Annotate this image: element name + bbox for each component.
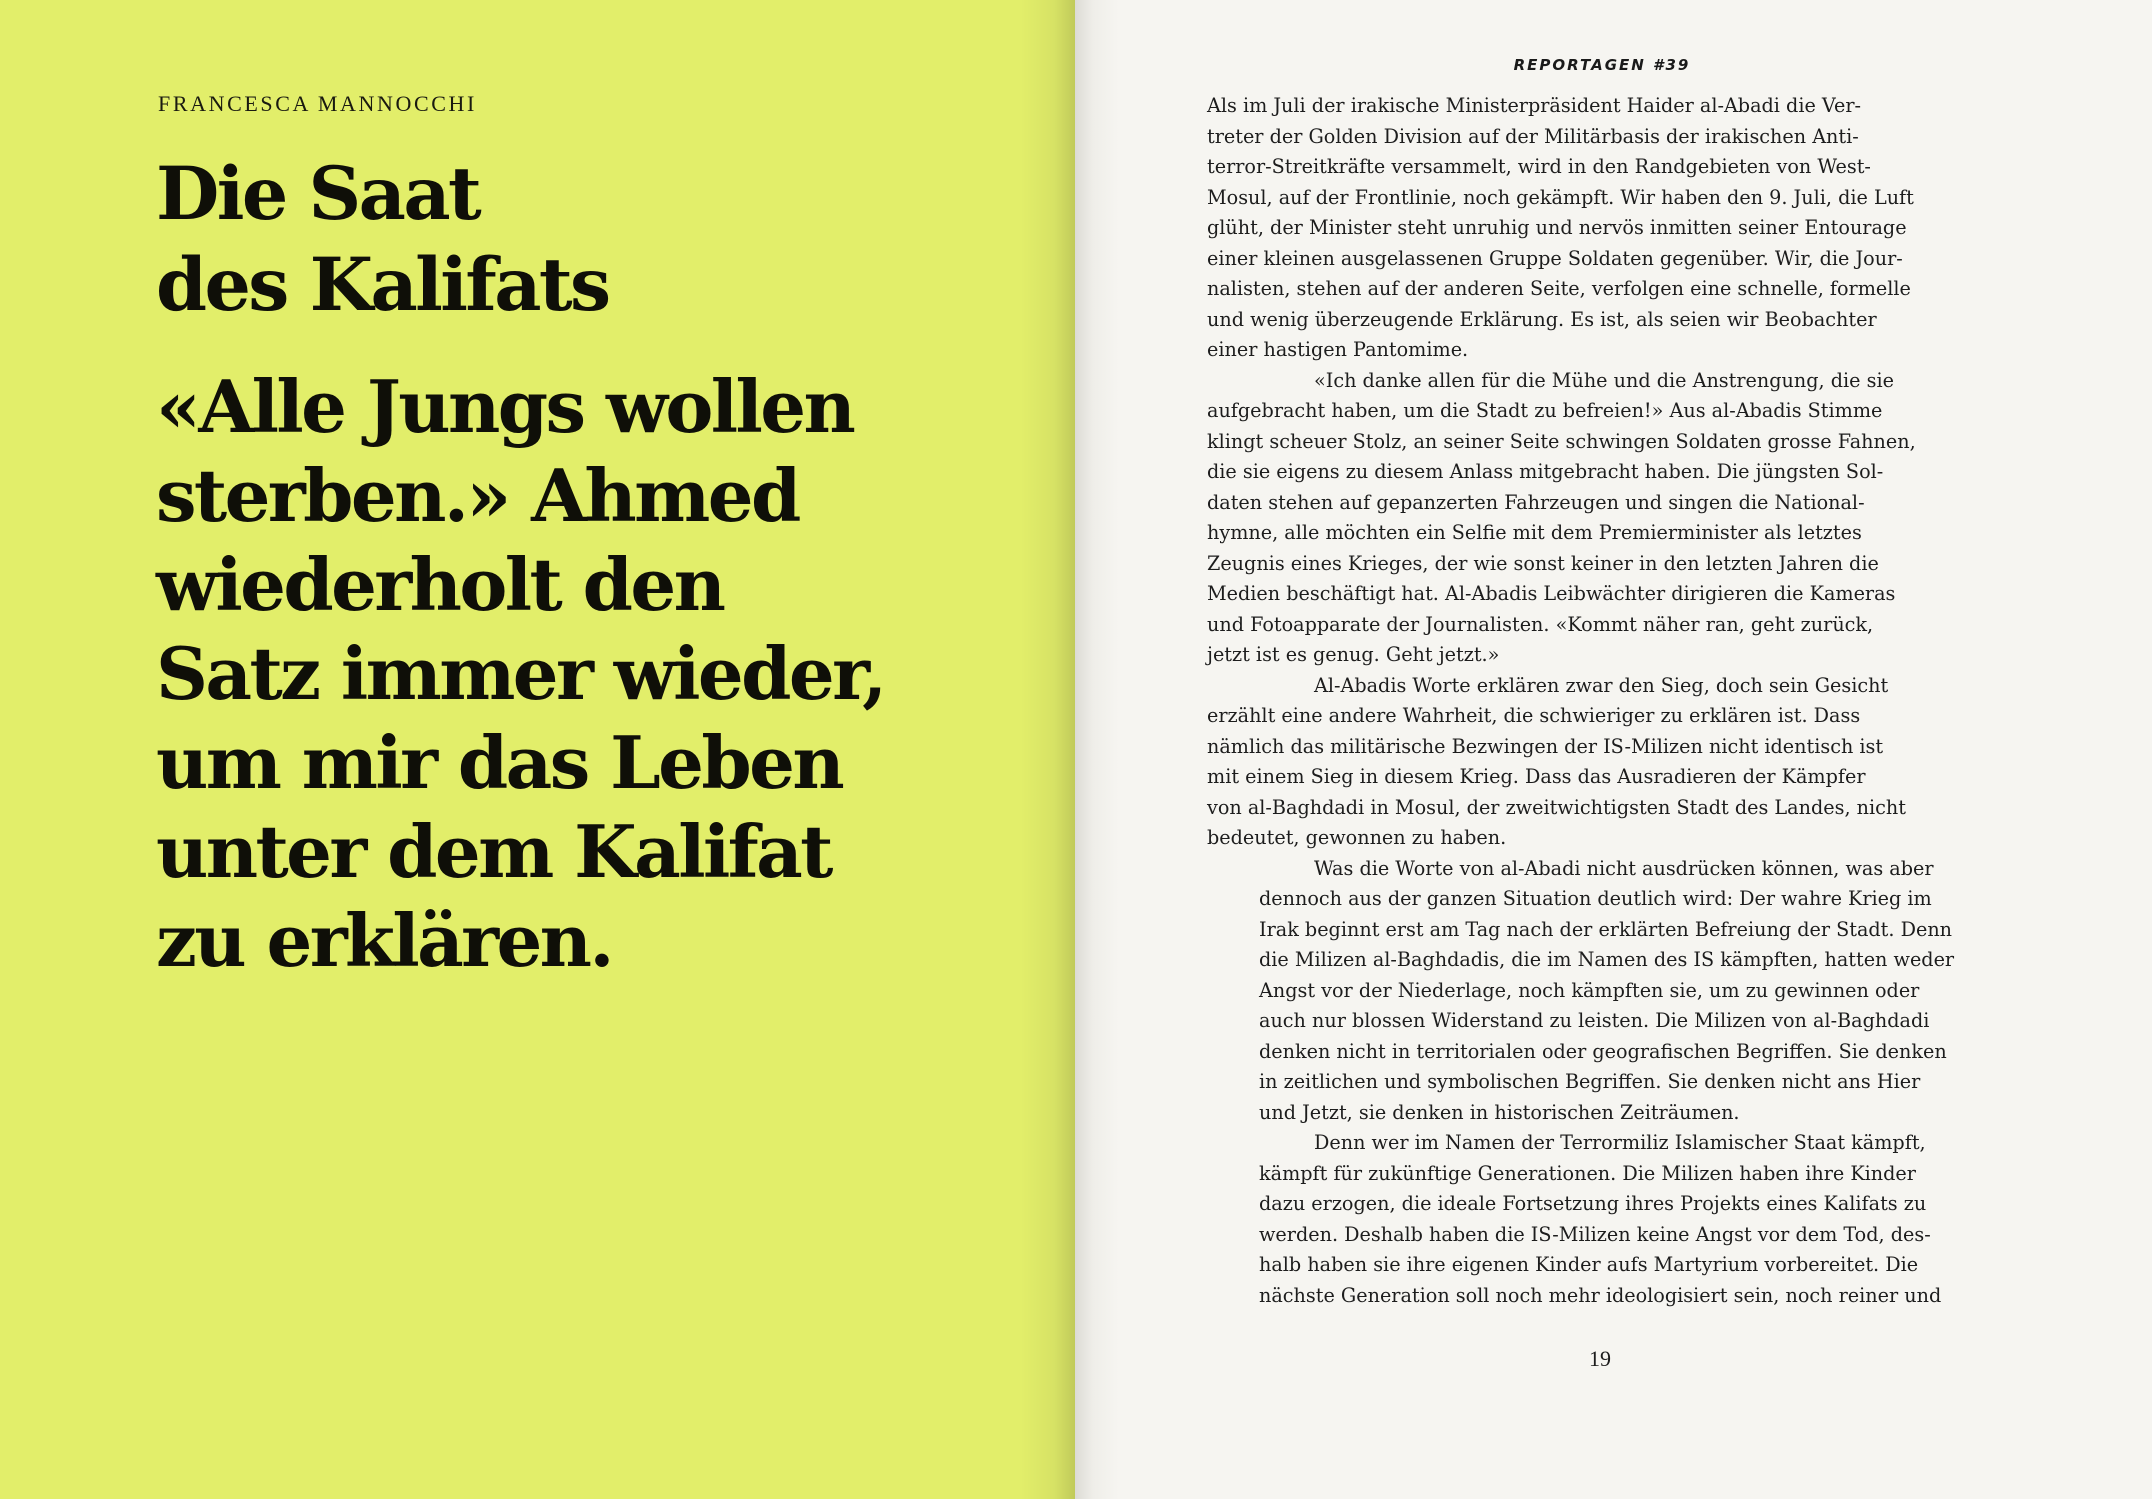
body-line: Mosul, auf der Frontlinie, noch gekämpft. Wir haben den 9. Juli, die Luft xyxy=(1207,185,1914,209)
body-line: nämlich das militärische Bezwingen der IS-Milizen nicht identisch ist xyxy=(1207,734,1884,758)
lede-line: «Alle Jungs wollen xyxy=(156,364,854,449)
title-line: des Kalifats xyxy=(156,242,609,328)
body-line: einer hastigen Pantomime. xyxy=(1207,338,1469,361)
body-line: aufgebracht haben, um die Stadt zu befreien!» Aus al-Abadis Stimme xyxy=(1207,399,1883,422)
body-line: nächste Generation soll noch mehr ideologisiert sein, noch reiner und xyxy=(1259,1283,1942,1307)
body-line: und Jetzt, sie denken in historischen Zeiträumen. xyxy=(1259,1100,1740,1124)
body-line: einer kleinen ausgelassenen Gruppe Soldaten gegenüber. Wir, die Jour- xyxy=(1207,246,1903,270)
body-line: die Milizen al-Baghdadis, die im Namen des IS kämpften, hatten weder xyxy=(1259,948,1955,971)
body-line: und Fotoapparate der Journalisten. «Kommt näher ran, geht zurück, xyxy=(1207,612,1874,636)
body-line: in zeitlichen und symbolischen Begriffen. Sie denken nicht ans Hier xyxy=(1259,1070,1921,1093)
body-line: und wenig überzeugende Erklärung. Es ist, als seien wir Beobachter xyxy=(1207,307,1877,331)
author-name: FRANCESCA MANNOCCHI xyxy=(158,91,477,116)
body-line: Medien beschäftigt hat. Al-Abadis Leibwächter dirigieren die Kameras xyxy=(1207,582,1896,605)
body-line: nalisten, stehen auf der anderen Seite, verfolgen eine schnelle, formelle xyxy=(1207,277,1911,300)
body-line: hymne, alle möchten ein Selfie mit dem Premierminister als letztes xyxy=(1207,521,1862,544)
body-line: Zeugnis eines Krieges, der wie sonst keiner in den letzten Jahren die xyxy=(1207,551,1879,575)
body-line: die sie eigens zu diesem Anlass mitgebracht haben. Die jüngsten Sol- xyxy=(1207,460,1884,483)
body-line: kämpft für zukünftige Generationen. Die Milizen haben ihre Kinder xyxy=(1259,1161,1916,1185)
body-line: treter der Golden Division auf der Militärbasis der irakischen Anti- xyxy=(1207,124,1859,148)
lede-line: unter dem Kalifat xyxy=(156,809,831,894)
body-line: terror-Streitkräfte versammelt, wird in den Randgebieten von West- xyxy=(1207,155,1871,178)
lede-line: um mir das Leben xyxy=(156,720,843,805)
body-line: daten stehen auf gepanzerten Fahrzeugen und singen die National- xyxy=(1207,490,1865,514)
body-line: Denn wer im Namen der Terrormiliz Islamischer Staat kämpft, xyxy=(1314,1131,1926,1154)
lede-line: sterben.» Ahmed xyxy=(156,453,799,538)
body-line: denken nicht in territorialen oder geografischen Begriffen. Sie denken xyxy=(1259,1039,1947,1063)
left-page xyxy=(0,0,1075,1499)
body-line: klingt scheuer Stolz, an seiner Seite schwingen Soldaten grosse Fahnen, xyxy=(1207,429,1916,453)
lede-line: Satz immer wieder, xyxy=(156,631,885,716)
body-line: «Ich danke allen für die Mühe und die Anstrengung, die sie xyxy=(1314,368,1894,392)
body-line: glüht, der Minister steht unruhig und nervös inmitten seiner Entourage xyxy=(1207,216,1907,239)
body-text xyxy=(1207,91,1997,1311)
body-line: jetzt ist es genug. Geht jetzt.» xyxy=(1207,643,1500,666)
body-line: Als im Juli der irakische Ministerpräsident Haider al-Abadi die Ver- xyxy=(1207,94,1862,117)
article-lede xyxy=(156,362,996,985)
body-line: auch nur blossen Widerstand zu leisten. Die Milizen von al-Baghdadi xyxy=(1259,1009,1930,1032)
running-head: REPORTAGEN #39 xyxy=(1513,56,1691,74)
lede-line: wiederholt den xyxy=(156,542,724,627)
article-title xyxy=(156,149,976,331)
body-line: Irak beginnt erst am Tag nach der erklärten Befreiung der Stadt. Denn xyxy=(1259,917,1953,941)
body-line: dazu erzogen, die ideale Fortsetzung ihres Projekts eines Kalifats zu xyxy=(1259,1192,1927,1215)
page-number: 19 xyxy=(1589,1346,1611,1371)
body-line: erzählt eine andere Wahrheit, die schwieriger zu erklären ist. Dass xyxy=(1207,704,1861,727)
body-line: dennoch aus der ganzen Situation deutlich wird: Der wahre Krieg im xyxy=(1259,887,1932,910)
body-line: bedeutet, gewonnen zu haben. xyxy=(1207,826,1507,849)
body-line: Was die Worte von al-Abadi nicht ausdrücken können, was aber xyxy=(1314,856,1934,880)
body-line: von al-Baghdadi in Mosul, der zweitwichtigsten Stadt des Landes, nicht xyxy=(1207,795,1906,819)
body-line: halb haben sie ihre eigenen Kinder aufs Martyrium vorbereitet. Die xyxy=(1259,1253,1919,1276)
lede-line: zu erklären. xyxy=(156,898,612,983)
body-line: Al-Abadis Worte erklären zwar den Sieg, doch sein Gesicht xyxy=(1314,673,1889,697)
body-line: mit einem Sieg in diesem Krieg. Dass das Ausradieren der Kämpfer xyxy=(1207,765,1866,788)
gutter-shadow xyxy=(1020,0,1077,1499)
body-line: Angst vor der Niederlage, noch kämpften sie, um zu gewinnen oder xyxy=(1259,978,1920,1002)
body-line: werden. Deshalb haben die IS-Milizen keine Angst vor dem Tod, des- xyxy=(1259,1222,1931,1246)
title-line: Die Saat xyxy=(156,151,480,237)
